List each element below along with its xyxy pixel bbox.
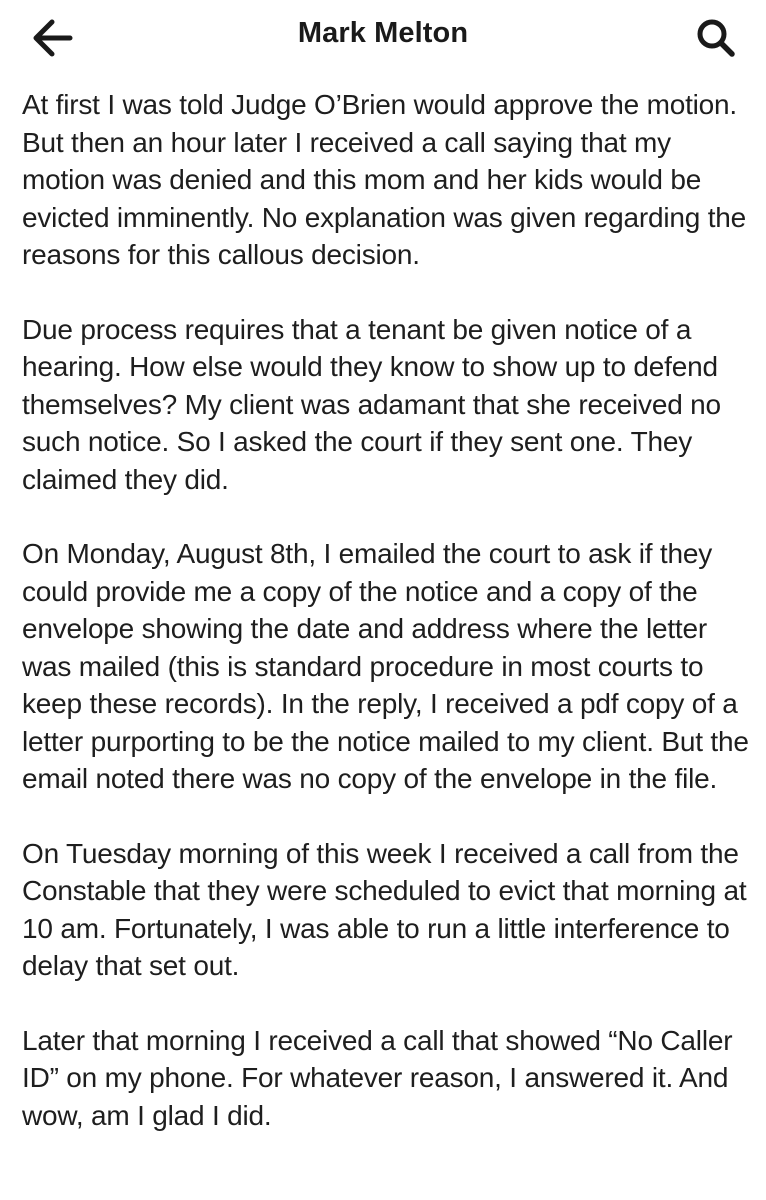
page-title: Mark Melton — [297, 17, 469, 49]
post-paragraph: Due process requires that a tenant be given notice of a hearing. How else would they know to show up to defend themselves? My client was adamant that she received no such notice. So I asked the court if they sent one. They claimed they did. — [22, 313, 721, 495]
post-body — [22, 86, 752, 1171]
top-app-bar — [0, 0, 766, 76]
post-paragraph: On Monday, August 8th, I emailed the court to ask if they could provide me a copy of the notice and a copy of the envelope showing the date and address where the letter was mailed (this is standard procedure in most courts to keep these records). In the reply, I received a pdf copy of a letter purporting to be the notice mailed to my client. But the email noted there was no copy of the envelope in the file. — [22, 538, 749, 794]
search-icon — [694, 16, 738, 60]
post-paragraph: At first I was told Judge O’Brien would approve the motion. But then an hour later I received a call saying that my motion was denied and this mom and her kids would be evicted imminently. No explanation was given regarding the reasons for this callous decision. — [22, 89, 747, 270]
search-button[interactable] — [694, 16, 738, 60]
post-paragraph: On Tuesday morning of this week I received a call from the Constable that they were scheduled to evict that morning at 10 am. Fortunately, I was able to run a little interference to delay that set out. — [22, 837, 747, 981]
post-paragraph: Later that morning I received a call that showed “No Caller ID” on my phone. For whatever reason, I answered it. And wow, am I glad I did. — [22, 1024, 733, 1131]
